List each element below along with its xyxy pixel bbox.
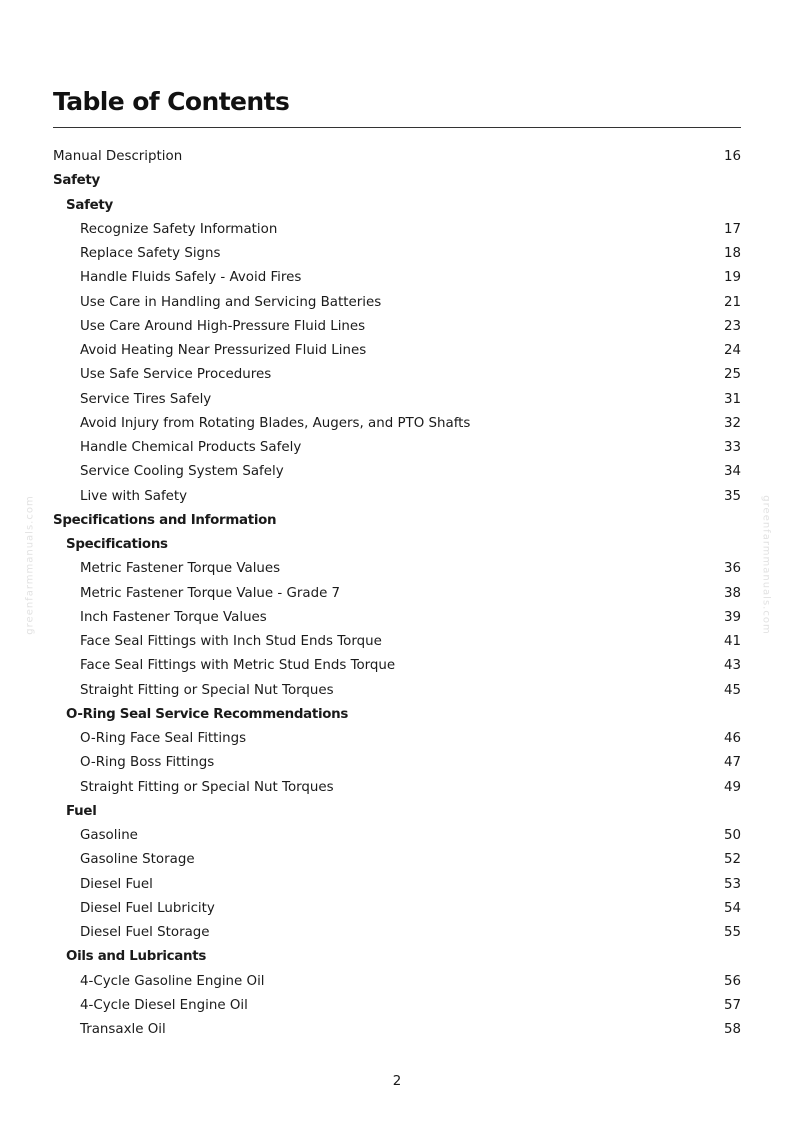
toc-entry-label: Manual Description xyxy=(53,149,183,164)
toc-entry[interactable] xyxy=(53,412,741,436)
toc-entry-page-number: 21 xyxy=(723,294,741,310)
toc-entry-label: Live with Safety xyxy=(80,488,188,504)
toc-entry-label: Gasoline Storage xyxy=(80,852,195,868)
toc-entry-label: Fuel xyxy=(66,803,97,819)
toc-entry[interactable] xyxy=(53,679,741,703)
toc-entry[interactable] xyxy=(53,582,741,606)
toc-entry[interactable] xyxy=(53,266,741,290)
toc-entry[interactable] xyxy=(53,218,741,242)
toc-entry-label: 4-Cycle Gasoline Engine Oil xyxy=(80,973,265,989)
toc-entry-label: O-Ring Seal Service Recommendations xyxy=(66,706,349,722)
toc-section-heading xyxy=(53,800,741,824)
toc-entry-label: Inch Fastener Torque Values xyxy=(80,609,267,625)
toc-entry-page-number: 58 xyxy=(723,1022,741,1037)
toc-entry-page-number: 41 xyxy=(723,634,741,649)
toc-entry[interactable] xyxy=(53,606,741,630)
toc-section-heading xyxy=(53,533,741,557)
toc-entry-page-number: 34 xyxy=(723,464,741,480)
toc-entry-label: Transaxle Oil xyxy=(80,1022,166,1037)
toc-entry-page-number: 24 xyxy=(723,343,741,358)
toc-entry-label: Gasoline xyxy=(80,828,138,843)
toc-entry-label: Handle Fluids Safely - Avoid Fires xyxy=(80,270,302,286)
toc-entry-page-number: 17 xyxy=(723,221,741,237)
toc-entry-label: Replace Safety Signs xyxy=(80,246,221,261)
toc-entry[interactable] xyxy=(53,1018,741,1042)
toc-entry[interactable] xyxy=(53,994,741,1018)
toc-entry[interactable] xyxy=(53,436,741,460)
toc-entry-label: Oils and Lubricants xyxy=(66,949,207,965)
toc-section-heading xyxy=(53,194,741,218)
toc-entry-label: Face Seal Fittings with Metric Stud Ends Torque xyxy=(80,658,396,674)
toc-entry-label: Service Cooling System Safely xyxy=(80,464,284,480)
toc-entry-label: Straight Fitting or Special Nut Torques xyxy=(80,682,334,698)
toc-entry-label: Avoid Injury from Rotating Blades, Augers, and PTO Shafts xyxy=(80,415,471,431)
toc-entry-label: Avoid Heating Near Pressurized Fluid Lines xyxy=(80,343,367,358)
toc-entry-label: Use Safe Service Procedures xyxy=(80,367,272,383)
toc-entry[interactable] xyxy=(53,460,741,484)
toc-entry-label: Straight Fitting or Special Nut Torques xyxy=(80,779,334,795)
toc-section-heading xyxy=(53,509,741,533)
toc-entry-label: O-Ring Face Seal Fittings xyxy=(80,731,247,746)
toc-entry-page-number: 57 xyxy=(723,997,741,1013)
toc-entry-label: O-Ring Boss Fittings xyxy=(80,755,215,771)
toc-entry[interactable] xyxy=(53,485,741,509)
toc-entry[interactable] xyxy=(53,145,741,169)
title-divider xyxy=(53,127,741,128)
toc-entry-label: Safety xyxy=(66,197,113,213)
toc-entry-page-number: 25 xyxy=(723,367,741,383)
toc-entry[interactable] xyxy=(53,848,741,872)
toc-entry-page-number: 32 xyxy=(723,415,741,431)
toc-entry-label: Service Tires Safely xyxy=(80,391,212,407)
toc-entry-page-number: 45 xyxy=(723,682,741,698)
toc-entry-page-number: 23 xyxy=(723,318,741,334)
toc-entry[interactable] xyxy=(53,897,741,921)
toc-entry[interactable] xyxy=(53,242,741,266)
toc-entry-label: Safety xyxy=(53,173,100,189)
toc-entry-page-number: 53 xyxy=(723,876,741,892)
toc-entry[interactable] xyxy=(53,873,741,897)
toc-entry-label: Metric Fastener Torque Values xyxy=(80,561,281,577)
toc-entry-label: Diesel Fuel Storage xyxy=(80,925,210,940)
toc-entry-page-number: 56 xyxy=(723,973,741,989)
toc-entry[interactable] xyxy=(53,388,741,412)
toc-entry-page-number: 49 xyxy=(723,779,741,795)
toc-entry[interactable] xyxy=(53,970,741,994)
watermark-right: greenfarmmanuals.com xyxy=(760,495,772,635)
toc-entry-label: Face Seal Fittings with Inch Stud Ends Torque xyxy=(80,634,382,649)
toc-entry-page-number: 39 xyxy=(723,609,741,625)
toc-entry-page-number: 18 xyxy=(723,246,741,261)
toc-entry-label: 4-Cycle Diesel Engine Oil xyxy=(80,997,248,1013)
toc-entry[interactable] xyxy=(53,363,741,387)
toc-entry[interactable] xyxy=(53,291,741,315)
toc-section-heading xyxy=(53,945,741,969)
toc-entry[interactable] xyxy=(53,824,741,848)
toc-entry-label: Recognize Safety Information xyxy=(80,221,278,237)
toc-entry[interactable] xyxy=(53,776,741,800)
toc-entry-label: Metric Fastener Torque Value - Grade 7 xyxy=(80,585,341,601)
toc-entry-page-number: 38 xyxy=(723,585,741,601)
toc-entry-page-number: 19 xyxy=(723,270,741,286)
toc-entry[interactable] xyxy=(53,630,741,654)
toc-entry-label: Diesel Fuel Lubricity xyxy=(80,900,215,916)
toc-entry-label: Use Care Around High-Pressure Fluid Lines xyxy=(80,318,366,334)
toc-entry-page-number: 47 xyxy=(723,755,741,771)
toc-entry-label: Handle Chemical Products Safely xyxy=(80,440,302,455)
toc-entry-page-number: 36 xyxy=(723,561,741,577)
toc-entry[interactable] xyxy=(53,654,741,678)
toc-entry-label: Specifications and Information xyxy=(53,512,277,528)
toc-entry[interactable] xyxy=(53,921,741,945)
table-of-contents xyxy=(53,145,741,1042)
toc-entry[interactable] xyxy=(53,339,741,363)
toc-entry-page-number: 46 xyxy=(723,731,741,746)
toc-entry-page-number: 50 xyxy=(723,828,741,843)
toc-entry[interactable] xyxy=(53,751,741,775)
toc-entry-page-number: 35 xyxy=(723,488,741,504)
toc-entry[interactable] xyxy=(53,315,741,339)
page-number: 2 xyxy=(392,1074,402,1089)
page-title: Table of Contents xyxy=(53,87,290,116)
toc-entry-page-number: 43 xyxy=(723,658,741,674)
toc-section-heading xyxy=(53,703,741,727)
toc-entry[interactable] xyxy=(53,727,741,751)
toc-section-heading xyxy=(53,169,741,193)
toc-entry-page-number: 52 xyxy=(723,852,741,868)
toc-entry-page-number: 16 xyxy=(723,149,741,164)
toc-entry[interactable] xyxy=(53,557,741,581)
toc-entry-page-number: 54 xyxy=(723,900,741,916)
toc-entry-page-number: 33 xyxy=(723,440,741,455)
toc-entry-label: Diesel Fuel xyxy=(80,876,153,892)
watermark-left: greenfarmmanuals.com xyxy=(24,495,36,635)
toc-entry-page-number: 31 xyxy=(723,391,741,407)
toc-entry-label: Use Care in Handling and Servicing Batteries xyxy=(80,294,382,310)
toc-entry-page-number: 55 xyxy=(723,925,741,940)
toc-entry-label: Specifications xyxy=(66,537,168,552)
